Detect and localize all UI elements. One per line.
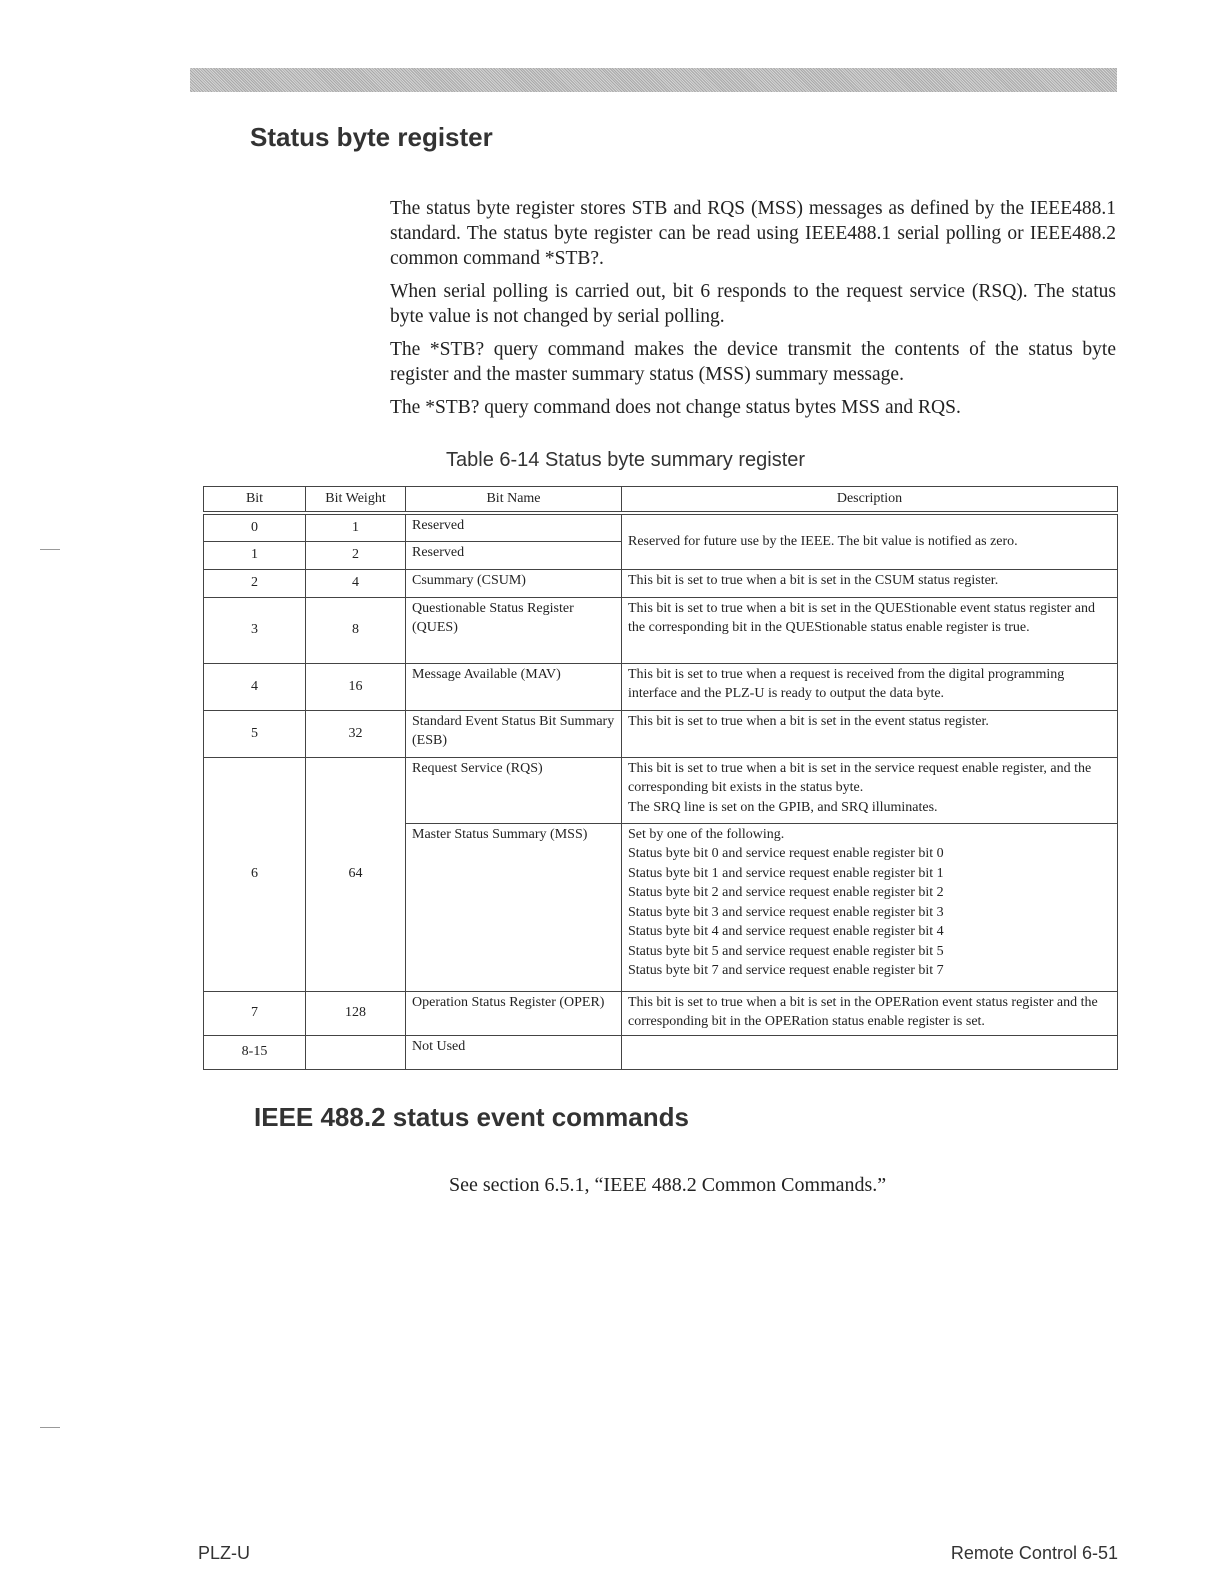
- cell-description: [622, 1035, 1118, 1069]
- table-row: [204, 597, 1118, 663]
- description-line: Status byte bit 4 and service request enable register bit 4: [628, 924, 944, 939]
- table-row: [204, 710, 1118, 757]
- table-row: [204, 991, 1118, 1035]
- cell-name: Master Status Summary (MSS): [406, 823, 622, 991]
- description-line: Set by one of the following.: [628, 826, 785, 842]
- paragraph: The *STB? query command makes the device transmit the contents of the status byte register and the master summary status (MSS) summary message.: [390, 339, 1116, 385]
- cell-bit: 6: [204, 757, 306, 991]
- cell-description: This bit is set to true when a bit is set in the CSUM status register.: [622, 569, 1118, 597]
- cell-name: Reserved: [406, 541, 622, 569]
- footer-product: PLZ-U: [198, 1543, 251, 1563]
- cell-bit: 8-15: [204, 1035, 306, 1069]
- cell-weight: 64: [306, 757, 406, 991]
- cell-bit: 7: [204, 991, 306, 1035]
- description-line: The SRQ line is set on the GPIB, and SRQ illuminates.: [628, 799, 938, 815]
- section-title: Status byte register: [250, 122, 493, 152]
- paragraph: The *STB? query command does not change status bytes MSS and RQS.: [390, 397, 961, 418]
- paragraph: When serial polling is carried out, bit 6 responds to the request service (RSQ). The status byte value is not changed by serial polling.: [390, 281, 1116, 327]
- cell-name: Not Used: [406, 1035, 622, 1069]
- body-text: [390, 196, 1116, 428]
- description-line: This bit is set to true when a bit is set in the service request enable register, and the corresponding bit exists in the status byte.: [628, 760, 1092, 795]
- cell-name: Operation Status Register (OPER): [406, 991, 622, 1035]
- description-line: Status byte bit 3 and service request enable register bit 3: [628, 904, 944, 920]
- paragraph: The status byte register stores STB and RQS (MSS) messages as defined by the IEEE488.1 standard. The status byte register can be read using IEEE488.1 serial polling or IEEE488.2 common command *STB?.: [390, 198, 1116, 269]
- cell-weight: 4: [306, 569, 406, 597]
- cell-weight: 1: [306, 513, 406, 541]
- cell-description: [622, 823, 1118, 991]
- cell-name: Request Service (RQS): [406, 757, 622, 823]
- header-bit-weight: Bit Weight: [306, 487, 406, 514]
- footer-page-number: Remote Control 6-51: [950, 1543, 1118, 1563]
- section-title: IEEE 488.2 status event commands: [254, 1102, 689, 1132]
- cell-description: This bit is set to true when a bit is set in the OPERation event status register and the corresponding bit in the OPERation status enable register is set.: [622, 991, 1118, 1035]
- header-bar: [190, 68, 1117, 92]
- cell-bit: 5: [204, 710, 306, 757]
- cell-description: This bit is set to true when a request is received from the digital programming interface and the PLZ-U is ready to output the data byte.: [622, 663, 1118, 710]
- table-row: [204, 1035, 1118, 1069]
- header-description: Description: [622, 487, 1118, 514]
- cell-weight: 32: [306, 710, 406, 757]
- cell-description: [622, 757, 1118, 823]
- cell-weight: 128: [306, 991, 406, 1035]
- table-header-row: [204, 487, 1118, 514]
- cell-description: This bit is set to true when a bit is set in the QUEStionable event status register and the corresponding bit in the QUEStionable status enable register is true.: [622, 597, 1118, 663]
- cell-bit: 3: [204, 597, 306, 663]
- cell-bit: 0: [204, 513, 306, 541]
- description-line: Status byte bit 7 and service request enable register bit 7: [628, 963, 944, 978]
- description-line: Status byte bit 1 and service request enable register bit 1: [628, 865, 944, 881]
- header-bit: Bit: [204, 487, 306, 514]
- margin-mark: [40, 549, 60, 550]
- cell-weight: 8: [306, 597, 406, 663]
- cell-name: Standard Event Status Bit Summary (ESB): [406, 710, 622, 757]
- cell-weight: 2: [306, 541, 406, 569]
- header-bit-name: Bit Name: [406, 487, 622, 514]
- description-line: Status byte bit 5 and service request enable register bit 5: [628, 943, 944, 959]
- see-section-text: See section 6.5.1, “IEEE 488.2 Common Commands.”: [449, 1174, 887, 1196]
- cell-description: This bit is set to true when a bit is set in the event status register.: [622, 710, 1118, 757]
- cell-name: Message Available (MAV): [406, 663, 622, 710]
- cell-weight: 16: [306, 663, 406, 710]
- cell-weight: [306, 1035, 406, 1069]
- cell-bit: 1: [204, 541, 306, 569]
- table-row: [204, 757, 1118, 823]
- description-line: Status byte bit 0 and service request enable register bit 0: [628, 846, 944, 861]
- table-row: [204, 513, 1118, 541]
- cell-name: Questionable Status Register (QUES): [406, 597, 622, 663]
- cell-bit: 2: [204, 569, 306, 597]
- table-caption: Table 6-14 Status byte summary register: [446, 449, 806, 471]
- cell-name: Csummary (CSUM): [406, 569, 622, 597]
- table-row: [204, 569, 1118, 597]
- description-line: Status byte bit 2 and service request enable register bit 2: [628, 885, 944, 900]
- margin-mark: [40, 1427, 60, 1428]
- cell-name: Reserved: [406, 513, 622, 541]
- cell-description: Reserved for future use by the IEEE. The bit value is notified as zero.: [622, 513, 1118, 569]
- status-byte-table: [203, 486, 1118, 1070]
- table-row: [204, 663, 1118, 710]
- cell-bit: 4: [204, 663, 306, 710]
